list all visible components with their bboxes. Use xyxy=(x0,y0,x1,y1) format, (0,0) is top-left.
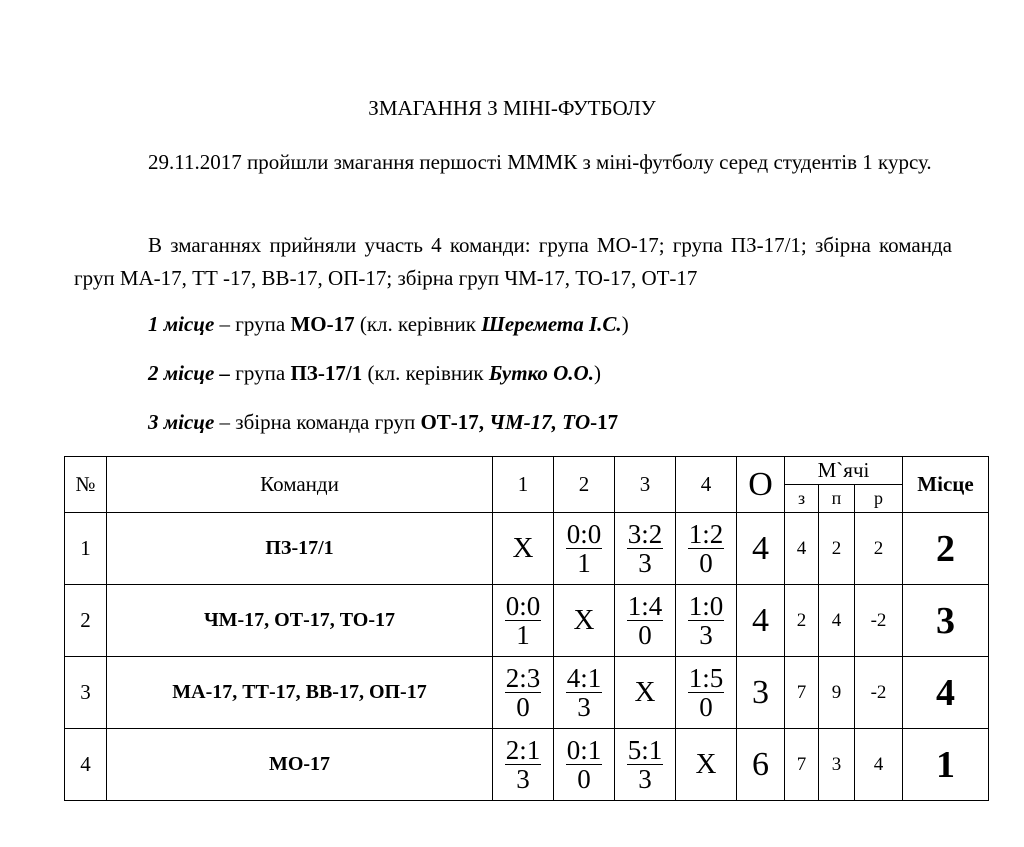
match-cell xyxy=(554,657,615,729)
header-scored: з xyxy=(785,485,819,513)
match-result xyxy=(627,592,664,649)
match-points: 0 xyxy=(699,692,713,722)
team-name: ЧМ-17, ОТ-17, ТО-17 xyxy=(107,585,493,657)
team-name: МО-17 xyxy=(107,729,493,801)
place-3-line xyxy=(148,410,618,435)
header-place: Місце xyxy=(903,457,989,513)
place-1-dash: – група xyxy=(214,312,291,336)
header-num: № xyxy=(65,457,107,513)
header-balls: М`ячі xyxy=(785,457,903,485)
place-3-label: 3 місце xyxy=(148,410,215,434)
goal-difference: 2 xyxy=(855,513,903,585)
place-3-dash: – збірна команда груп xyxy=(214,410,421,434)
place-2-leader: Бутко О.О. xyxy=(488,361,594,385)
match-score: 0:0 xyxy=(566,519,602,549)
match-cell xyxy=(676,513,737,585)
place-3-group-tail: -17 xyxy=(590,410,619,434)
row-number: 1 xyxy=(65,513,107,585)
self-match-cell: Х xyxy=(554,585,615,657)
final-place: 3 xyxy=(903,585,989,657)
match-points: 1 xyxy=(577,548,591,578)
place-2-group: ПЗ-17/1 xyxy=(290,361,363,385)
match-points: 0 xyxy=(516,692,530,722)
match-score: 4:1 xyxy=(566,663,602,693)
goal-difference: -2 xyxy=(855,657,903,729)
match-score: 1:2 xyxy=(688,519,724,549)
total-points: 4 xyxy=(737,585,785,657)
place-2-dash: група xyxy=(230,361,291,385)
match-points: 3 xyxy=(638,764,652,794)
match-result xyxy=(505,664,542,721)
match-points: 3 xyxy=(516,764,530,794)
participants-paragraph xyxy=(74,229,952,295)
goals-conceded: 2 xyxy=(819,513,855,585)
header-col-3: 3 xyxy=(615,457,676,513)
match-result xyxy=(505,736,542,793)
final-place: 2 xyxy=(903,513,989,585)
place-1-mid: (кл. керівник xyxy=(354,312,482,336)
match-score: 1:4 xyxy=(627,591,663,621)
participants-text: В змаганнях прийняли участь 4 команди: група МО-17; група ПЗ-17/1; збірна команда груп МА-17, ТТ -17, ВВ-17, ОП-17; збірна груп ЧМ-17, ТО-17, ОТ-17 xyxy=(74,233,952,290)
place-2-mid: (кл. керівник xyxy=(362,361,489,385)
match-score: 1:0 xyxy=(688,591,724,621)
match-result xyxy=(688,664,725,721)
final-place: 1 xyxy=(903,729,989,801)
goals-scored: 4 xyxy=(785,513,819,585)
header-conceded: п xyxy=(819,485,855,513)
match-cell xyxy=(493,585,554,657)
match-points: 3 xyxy=(577,692,591,722)
goals-scored: 7 xyxy=(785,729,819,801)
document-title: ЗМАГАННЯ З МІНІ-ФУТБОЛУ xyxy=(368,96,656,120)
goals-conceded: 3 xyxy=(819,729,855,801)
match-points: 0 xyxy=(699,548,713,578)
match-cell xyxy=(676,657,737,729)
match-cell xyxy=(554,729,615,801)
place-3-group: ОТ-17, xyxy=(420,410,490,434)
row-number: 4 xyxy=(65,729,107,801)
total-points: 3 xyxy=(737,657,785,729)
header-col-1: 1 xyxy=(493,457,554,513)
match-cell xyxy=(676,585,737,657)
header-col-4: 4 xyxy=(676,457,737,513)
header-col-2: 2 xyxy=(554,457,615,513)
place-2-label: 2 місце – xyxy=(148,361,231,385)
row-number: 3 xyxy=(65,657,107,729)
match-cell xyxy=(615,513,676,585)
goals-scored: 2 xyxy=(785,585,819,657)
team-name: ПЗ-17/1 xyxy=(107,513,493,585)
match-score: 5:1 xyxy=(627,735,663,765)
goals-scored: 7 xyxy=(785,657,819,729)
place-1-end: ) xyxy=(621,312,629,336)
results-table xyxy=(64,456,989,801)
match-result xyxy=(688,592,725,649)
match-cell xyxy=(493,657,554,729)
place-1-label: 1 місце xyxy=(148,312,215,336)
match-result xyxy=(505,592,542,649)
total-points: 6 xyxy=(737,729,785,801)
match-score: 0:1 xyxy=(566,735,602,765)
match-result xyxy=(627,520,664,577)
match-points: 3 xyxy=(699,620,713,650)
team-name: МА-17, ТТ-17, ВВ-17, ОП-17 xyxy=(107,657,493,729)
intro-paragraph xyxy=(74,146,952,179)
match-score: 2:1 xyxy=(505,735,541,765)
match-cell xyxy=(554,513,615,585)
table-row xyxy=(65,729,989,801)
header-teams: Команди xyxy=(107,457,493,513)
match-score: 3:2 xyxy=(627,519,663,549)
match-result xyxy=(688,520,725,577)
match-points: 0 xyxy=(577,764,591,794)
self-match-cell: Х xyxy=(676,729,737,801)
row-number: 2 xyxy=(65,585,107,657)
match-result xyxy=(566,520,603,577)
place-2-end: ) xyxy=(593,361,601,385)
table-row xyxy=(65,657,989,729)
table-row xyxy=(65,513,989,585)
total-points: 4 xyxy=(737,513,785,585)
match-score: 2:3 xyxy=(505,663,541,693)
goal-difference: 4 xyxy=(855,729,903,801)
table-row xyxy=(65,585,989,657)
place-3-group-italic: ЧМ-17, ТО xyxy=(489,410,591,434)
match-result xyxy=(566,736,603,793)
match-cell xyxy=(615,729,676,801)
header-difference: р xyxy=(855,485,903,513)
match-points: 0 xyxy=(638,620,652,650)
match-points: 3 xyxy=(638,548,652,578)
goals-conceded: 4 xyxy=(819,585,855,657)
header-row xyxy=(65,457,989,485)
match-result xyxy=(566,664,603,721)
match-result xyxy=(627,736,664,793)
place-1-line xyxy=(148,312,629,337)
goals-conceded: 9 xyxy=(819,657,855,729)
match-score: 0:0 xyxy=(505,591,541,621)
match-points: 1 xyxy=(516,620,530,650)
header-points: О xyxy=(737,457,785,513)
intro-text: 29.11.2017 пройшли змагання першості МММК з міні-футболу серед студентів 1 курсу. xyxy=(148,150,932,174)
self-match-cell: Х xyxy=(493,513,554,585)
match-cell xyxy=(493,729,554,801)
place-1-leader: Шеремета І.С. xyxy=(481,312,622,336)
goal-difference: -2 xyxy=(855,585,903,657)
place-2-line xyxy=(148,361,601,386)
match-cell xyxy=(615,585,676,657)
self-match-cell: Х xyxy=(615,657,676,729)
place-1-group: МО-17 xyxy=(290,312,355,336)
final-place: 4 xyxy=(903,657,989,729)
match-score: 1:5 xyxy=(688,663,724,693)
